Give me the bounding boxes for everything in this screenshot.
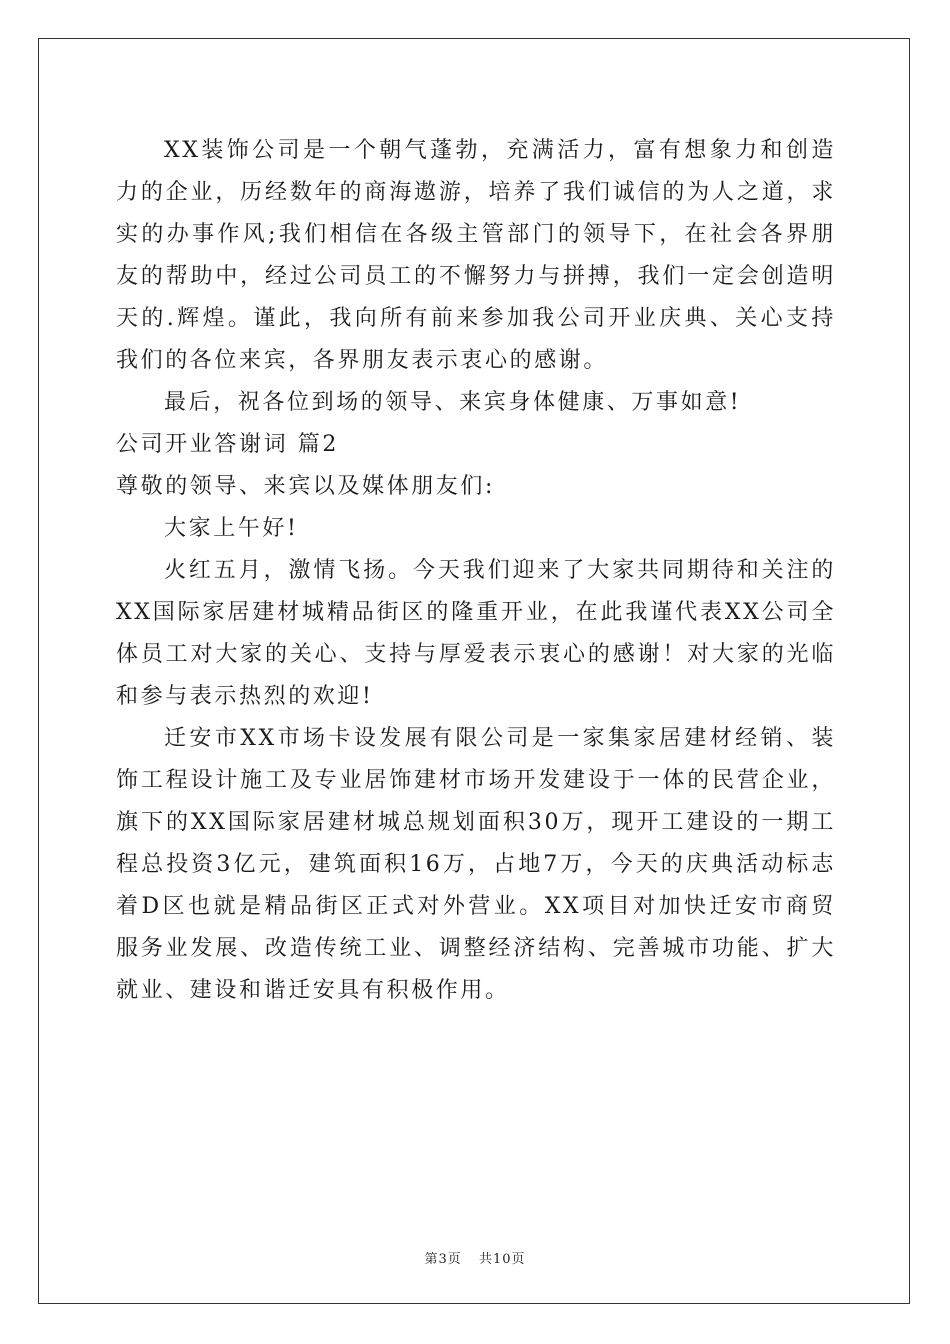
paragraph-company-intro: XX装饰公司是一个朝气蓬勃，充满活力，富有想象力和创造力的企业，历经数年的商海遨游，培养了我们诚信的为人之道，求实的办事作风;我们相信在各级主管部门的领导下，在社会各界朋友的帮助中，经过公司员工的不懈努力与拼搏，我们一定会创造明天的.辉煌。谨此，我向所有前来参加我公司开业庆典、关心支持我们的各位来宾，各界朋友表示衷心的感谢。	[116, 138, 836, 373]
document-body	[116, 130, 836, 1012]
paragraph-opening-thanks: 火红五月，激情飞扬。今天我们迎来了大家共同期待和关注的XX国际家居建材城精品街区的隆重开业，在此我谨代表XX公司全体员工对大家的关心、支持与厚爱表示衷心的感谢！对大家的光临和参与表示热烈的欢迎!	[116, 558, 836, 709]
total-pages: 共10页	[478, 1252, 526, 1267]
paragraph-closing-wishes: 最后，祝各位到场的领导、来宾身体健康、万事如意!	[164, 390, 742, 415]
paragraph-company-profile: 迁安市XX市场卡设发展有限公司是一家集家居建材经销、装饰工程设计施工及专业居饰建材市场开发建设于一体的民营企业，旗下的XX国际家居建材城总规划面积30万，现开工建设的一期工程总投资3亿元，建筑面积16万，占地7万，今天的庆典活动标志着D区也就是精品街区正式对外营业。XX项目对加快迁安市商贸服务业发展、改造传统工业、调整经济结构、完善城市功能、扩大就业、建设和谐迁安具有积极作用。	[116, 726, 836, 1003]
greeting: 大家上午好!	[164, 516, 299, 541]
page-footer	[0, 1248, 950, 1267]
section-heading: 公司开业答谢词 篇2	[116, 432, 339, 457]
salutation: 尊敬的领导、来宾以及媒体朋友们:	[116, 474, 496, 499]
current-page-number: 第3页	[424, 1252, 462, 1267]
